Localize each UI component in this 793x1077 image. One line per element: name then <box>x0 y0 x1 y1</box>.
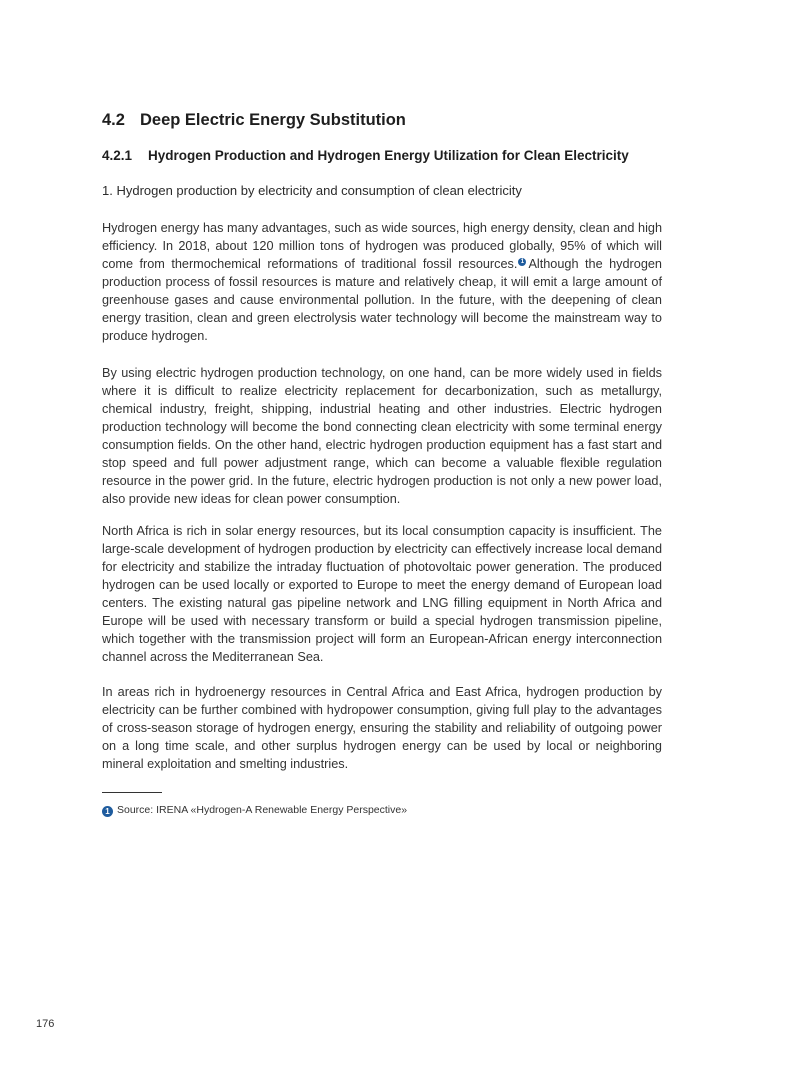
subsection-number: 4.2.1 <box>102 148 133 163</box>
subsection-heading <box>102 148 629 163</box>
paragraph-1-text-a: Hydrogen energy has many advantages, such as wide sources, high energy density, clean and high efficiency. In 2018, about 120 million tons of hydrogen was produced globally, 95% of which will come from thermochemical reformations of traditional fossil resources. <box>102 221 662 271</box>
page-number: 176 <box>36 1018 55 1030</box>
footnote-divider <box>102 792 162 793</box>
section-heading <box>102 111 406 130</box>
numbered-circle-icon: 1 <box>102 806 113 817</box>
footnote <box>102 804 407 817</box>
paragraph-3: North Africa is rich in solar energy resources, but its local consumption capacity is insufficient. The large-scale development of hydrogen production by electricity can effectively increase local demand for electricity and stabilize the intraday fluctuation of photovoltaic power generation. The produced hydrogen can be used locally or exported to Europe to meet the energy demand of European load centers. The existing natural gas pipeline network and LNG filling equipment in North Africa and Europe will be used with necessary transform or build a special hydrogen transmission pipeline, which together with the transmission project will form an European-African energy interconnection channel across the Mediterranean Sea. <box>102 524 662 664</box>
paragraph-4: In areas rich in hydroenergy resources in Central Africa and East Africa, hydrogen production by electricity can be further combined with hydropower consumption, giving full play to the advantages of cross-season storage of hydrogen energy, ensuring the stability and reliability of outgoing power on a long time scale, and other surplus hydrogen energy can be used by local or neighboring mineral exploitation and smelting industries. <box>102 685 662 771</box>
subsection-title: Hydrogen Production and Hydrogen Energy Utilization for Clean Electricity <box>148 148 629 163</box>
paragraph-1-text-b: Although the hydrogen production process of fossil resources is mature and relatively cheap, it will emit a large amount of greenhouse gases and cause environmental pollution. In the future, with the deepening of clean energy trasition, clean and green electrolysis water technology will become the mainstream way to produce hydrogen. <box>102 257 662 343</box>
subheading: 1. Hydrogen production by electricity and consumption of clean electricity <box>102 183 522 198</box>
paragraph-1 <box>102 219 662 345</box>
footnote-text: Source: IRENA «Hydrogen-A Renewable Energy Perspective» <box>117 804 408 816</box>
section-number: 4.2 <box>102 111 125 129</box>
section-title: Deep Electric Energy Substitution <box>140 111 406 129</box>
footnote-reference-icon[interactable]: 1 <box>518 258 526 266</box>
paragraph-2: By using electric hydrogen production technology, on one hand, can be more widely used in fields where it is difficult to realize electricity replacement for decarbonization, such as metallurgy, chemical industry, freight, shipping, industrial heating and other industries. Electric hydrogen production technology will become the bond connecting clean electricity with some terminal energy consumption fields. On the other hand, electric hydrogen production equipment has a fast start and stop speed and full power adjustment range, which can become a valuable flexible regulation resource in the power grid. In the future, electric hydrogen production is not only a new power load, also provide new ideas for clean power consumption. <box>102 366 662 506</box>
